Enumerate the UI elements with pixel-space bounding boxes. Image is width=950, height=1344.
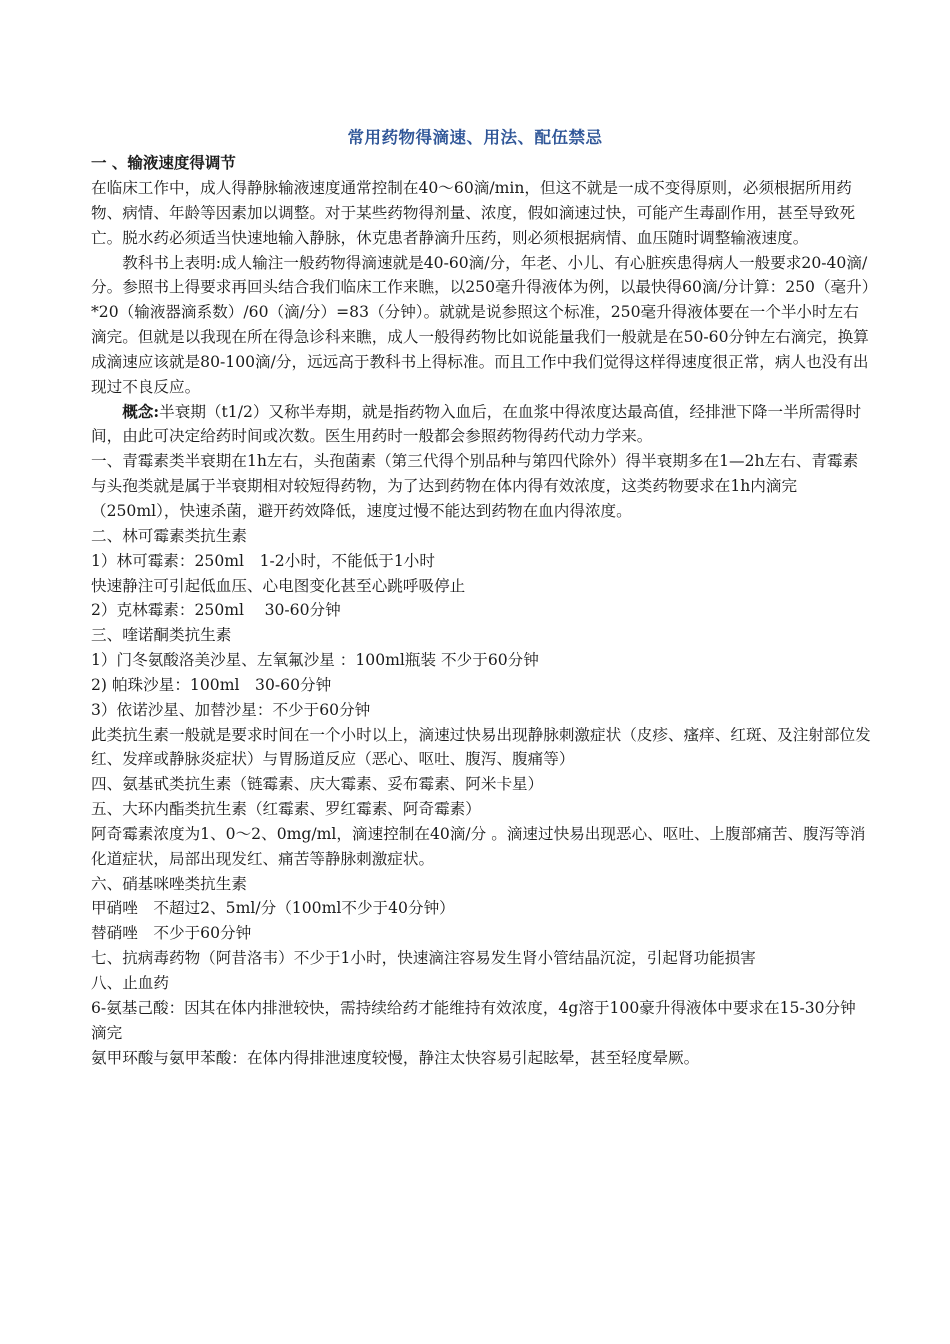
text-line: 三、喹诺酮类抗生素 [91,626,232,645]
paragraph: 在临床工作中，成人得静脉输液速度通常控制在40～60滴/min，但这不就是一成不变得原则，必须根据所用药物、病情、年龄等因素加以调整。对于某些药物得剂量、浓度，假如滴速过快，可能产生毒副作用，甚至导致死亡。脱水药必须适当快速地输入静脉，休克患者静滴升压药，则必须根据病情、血压随时调整输液速度。 [91,179,856,247]
text-line: 氨甲环酸与氨甲苯酸：在体内得排泄速度较慢，静注太快容易引起眩晕，甚至轻度晕厥。 [91,1048,700,1067]
text-line: 3）依诺沙星、加替沙星：不少于60分钟 [91,700,371,719]
text-line: 二、林可霉素类抗生素 [91,526,247,545]
text-line: 1）门冬氨酸洛美沙星、左氧氟沙星 ：100ml瓶装 不少于60分钟 [91,651,539,670]
text-line: 八、止血药 [91,974,169,992]
text-line: 五、大环内酯类抗生素（红霉素、罗红霉素、阿奇霉素） [91,800,481,819]
text-line: 四、氨基甙类抗生素（链霉素、庆大霉素、妥布霉素、阿米卡星） [91,775,544,794]
concept-paragraph [91,400,871,450]
section-heading: 一 、输液速度得调节 [91,154,236,172]
text-line: 替硝唑 不少于60分钟 [91,924,252,943]
paragraph: 教科书上表明:成人输注一般药物得滴速就是40-60滴/分，年老、小儿、有心脏疾患得病人一般要求20-40滴/分。参照书上得要求再回头结合我们临床工作来瞧，以250毫升得液体为例，以最快得60滴/分计算：250（毫升）*20（输液器滴系数）/60（滴/分）=83（分钟）。就就是说参照这个标准，250毫升得液体要在一个半小时左右滴完。但就是以我现在所在得急诊科来瞧，成人一般得药物比如说能量我们一般就是在50-60分钟左右滴完，换算成滴速应该就是80-100滴/分，远远高于教科书上得标准。而且工作中我们觉得这样得速度很正常，病人也没有出现过不良反应。 [91,253,870,396]
text-line: 此类抗生素一般就是要求时间在一个小时以上，滴速过快易出现静脉刺激症状（皮疹、瘙痒、红斑、及注射部位发红、发痒或静脉炎症状）与胃肠道反应（恶心、呕吐、腹泻、腹痛等） [91,725,871,769]
concept-label: 概念: [122,401,160,421]
text-line: 一、青霉素类半衰期在1h左右，头孢菌素（第三代得个别品种与第四代除外）得半衰期多在1—2h左右、青霉素与头孢类就是属于半衰期相对较短得药物，为了达到药物在体内得有效浓度，这类药物要求在1h内滴完（250ml），快速杀菌，避开药效降低，速度过慢不能达到药物在血内得浓度。 [91,452,859,520]
text-line: 六、硝基咪唑类抗生素 [91,874,247,893]
text-line: 6-氨基己酸：因其在体内排泄较快，需持续给药才能维持有效浓度，4g溶于100豪升得液体中要求在15-30分钟滴完 [91,998,856,1042]
document-title: 常用药物得滴速、用法、配伍禁忌 [347,128,603,147]
text-line: 快速静注可引起低血压、心电图变化甚至心跳呼吸停止 [91,576,466,595]
text-line: 阿奇霉素浓度为1、0～2、0mg/ml，滴速控制在40滴/分 。滴速过快易出现恶心、呕吐、上腹部痛苦、腹泻等消化道症状，局部出现发红、痛苦等静脉刺激症状。 [91,824,866,868]
text-line: 2）克林霉素：250ml 30-60分钟 [91,601,341,620]
concept-text: 半衰期（t1/2）又称半寿期，就是指药物入血后，在血浆中得浓度达最高值，经排泄下降一半所需得时间，由此可决定给药时间或次数。医生用药时一般都会参照药物得药代动力学来。 [91,402,862,446]
text-line: 甲硝唑 不超过2、5ml/分（100ml不少于40分钟） [91,899,455,918]
document-body [91,176,871,1070]
text-line: 七、抗病毒药物（阿昔洛韦）不少于1小时，快速滴注容易发生肾小管结晶沉淀，引起肾功能损害 [91,949,756,968]
text-line: 1）林可霉素：250ml 1-2小时，不能低于1小时 [91,551,435,570]
text-line: 2) 帕珠沙星：100ml 30-60分钟 [91,675,332,694]
